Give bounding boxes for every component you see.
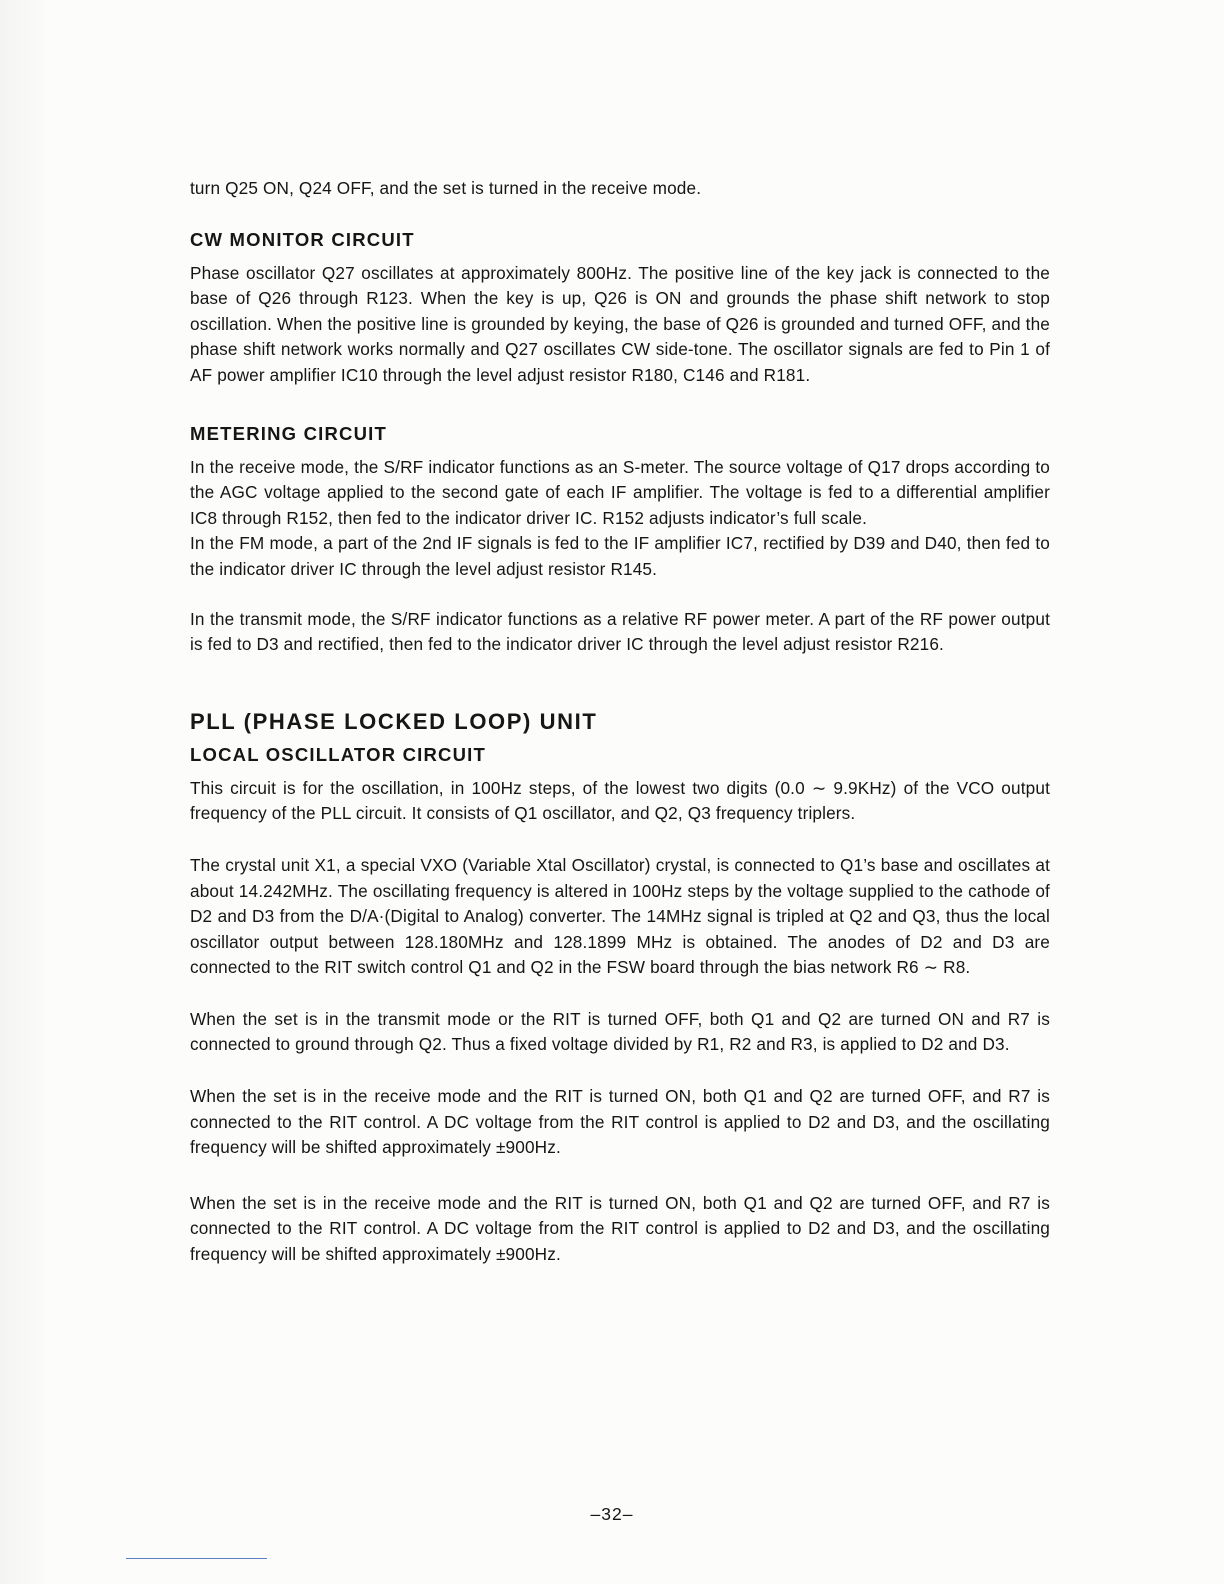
metering-heading: METERING CIRCUIT [190, 422, 388, 444]
page-number: –32– [590, 1504, 634, 1524]
pll-section [190, 708, 1050, 1268]
pll-paragraph-2: The crystal unit X1, a special VXO (Variable Xtal Oscillator) crystal, is connected to Q1’s base and oscillates at about 14.242MHz. The oscillating frequency is altered in 100Hz steps by the voltage supplied to the cathode of D2 and D3 from the D/A·(Digital to Analog) converter. The 14MHz signal is tripled at Q2 and Q3, thus the local oscillator output between 128.180MHz and 128.1899 MHz is obtained. The anodes of D2 and D3 are connected to the RIT switch control Q1 and Q2 in the FSW board through the bias network R6 ∼ R8. [190, 854, 1050, 978]
metering-paragraph-2: In the FM mode, a part of the 2nd IF signals is fed to the IF amplifier IC7, rectified by D39 and D40, then fed to the indicator driver IC through the level adjust resistor R145. [190, 533, 1050, 579]
cw-monitor-section [190, 227, 1050, 389]
footer-rule [126, 1558, 267, 1559]
pll-paragraph-3: When the set is in the transmit mode or the RIT is turned OFF, both Q1 and Q2 are turned ON and R7 is connected to ground through Q2. Thus a fixed voltage divided by R1, R2 and R3, is applied to D2 and D3. [190, 1008, 1050, 1055]
pll-paragraph-1: This circuit is for the oscillation, in 100Hz steps, of the lowest two digits (0.0 ∼ 9.9KHz) of the VCO output frequency of the PLL circuit. It consists of Q1 oscillator, and Q2, Q3 frequency triplers. [190, 777, 1050, 824]
page-edge-shadow [0, 0, 46, 1584]
pll-heading: PLL (PHASE LOCKED LOOP) UNIT [190, 708, 598, 734]
metering-section [190, 421, 1050, 658]
pll-paragraph-5: When the set is in the receive mode and the RIT is turned ON, both Q1 and Q2 are turned OFF, and R7 is connected to the RIT control. A DC voltage from the RIT control is applied to D2 and D3, and the oscillating frequency will be shifted approximately ±900Hz. [190, 1192, 1050, 1265]
document-body [190, 176, 1050, 1268]
metering-paragraph-1: In the receive mode, the S/RF indicator functions as an S-meter. The source voltage of Q17 drops according to the AGC voltage applied to the second gate of each IF amplifier. The voltage is fed to a differential amplifier IC8 through R152, then fed to the indicator driver IC. R152 adjusts indicator’s full scale. [190, 456, 1050, 528]
intro-paragraph: turn Q25 ON, Q24 OFF, and the set is turned in the receive mode. [190, 178, 702, 198]
local-oscillator-heading: LOCAL OSCILLATOR CIRCUIT [190, 743, 487, 765]
metering-paragraph-3: In the transmit mode, the S/RF indicator functions as a relative RF power meter. A part of the RF power output is fed to D3 and rectified, then fed to the indicator driver IC through the level adjust resistor R216. [190, 608, 1050, 655]
pll-paragraph-4: When the set is in the receive mode and the RIT is turned ON, both Q1 and Q2 are turned OFF, and R7 is connected to the RIT control. A DC voltage from the RIT control is applied to D2 and D3, and the oscillating frequency will be shifted approximately ±900Hz. [190, 1086, 1050, 1158]
cw-monitor-heading: CW MONITOR CIRCUIT [190, 228, 415, 250]
cw-monitor-paragraph: Phase oscillator Q27 oscillates at approximately 800Hz. The positive line of the key jack is connected to the base of Q26 through R123. When the key is up, Q26 is ON and grounds the phase shift network to stop oscillation. When the positive line is grounded by keying, the base of Q26 is grounded and turned OFF, and the phase shift network works normally and Q27 oscillates CW side-tone. The oscillator signals are fed to Pin 1 of AF power amplifier IC10 through the level adjust resistor R180, C146 and R181. [190, 262, 1050, 385]
